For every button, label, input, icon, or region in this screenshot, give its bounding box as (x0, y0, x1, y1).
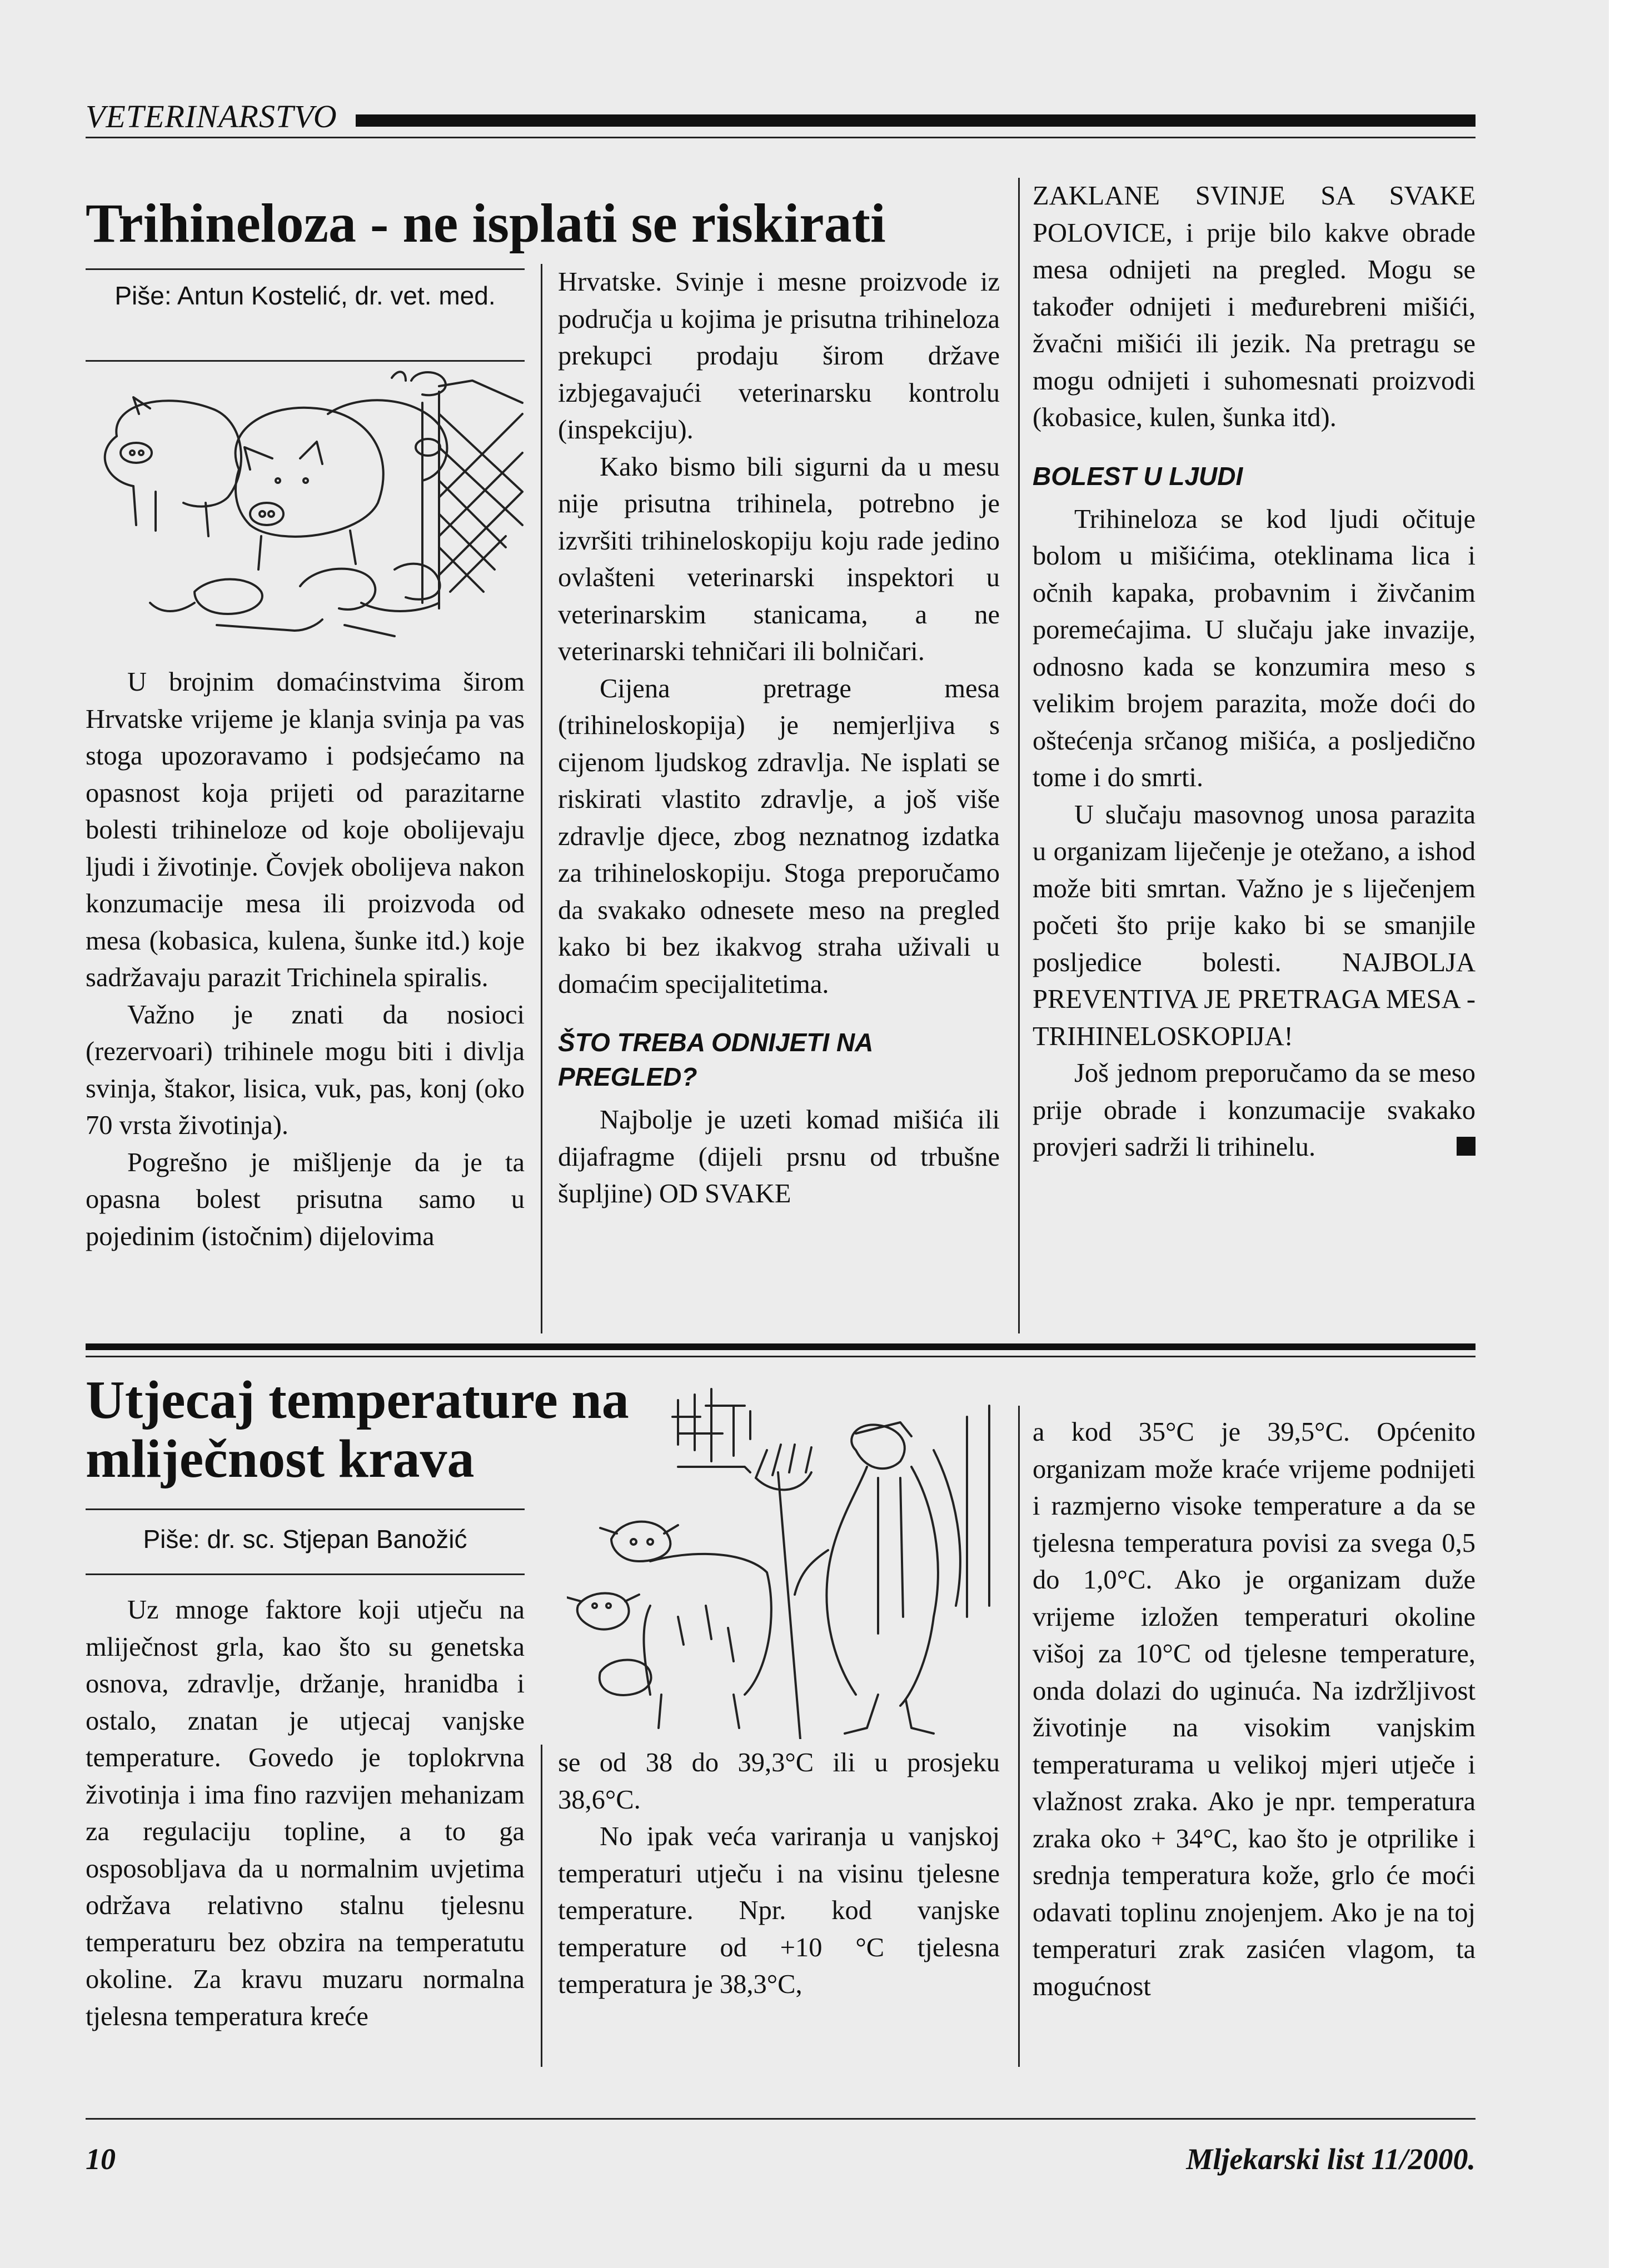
page-number: 10 (86, 2142, 116, 2176)
paragraph: No ipak veća variranja u vanjskoj temperaturi utječu i na visinu tjelesne temperature. Npr. kod vanjske temperature od +10 °C tjelesna temperatura je 38,3°C, (558, 1822, 1000, 1999)
paragraph-text: Još jednom preporučamo da se meso prije obrade i konzumacije svakako provjeri sadrži li trihinelu. (1033, 1058, 1476, 1162)
footer-rule (86, 2118, 1476, 2120)
header-rule (356, 114, 1476, 127)
byline-rule (86, 1508, 525, 1510)
paragraph: a kod 35°C je 39,5°C. Općenito organizam može kraće vrijeme podnijeti i razmjerno visoke temperature a da se tjelesna temperatura povisi za svega 0,5 do 1,0°C. Ako je organizam duže vrijeme izložen temperaturi okoline višoj za 10°C od tjelesne temperature, onda dolazi do uginuća. Na izdržljivost životinje na visokim vanjskim temperaturama u velikoj mjeri utječe i vlažnost zraka. Ako je npr. temperatura zraka oko + 34°C, kao što je otprilike i srednja temperatura kože, grlo će moći odavati toplinu znojenjem. Ako je na toj temperaturi zrak zasićen vlagom, ta mogućnost (1033, 1417, 1476, 2001)
byline-rule (86, 268, 525, 270)
paragraph (1033, 1055, 1476, 1166)
paragraph: ZAKLANE SVINJE SA SVAKE POLOVICE, i prije bilo kakve obrade mesa odnijeti na pregled. Mogu se također odnijeti i međurebreni mišići, žvačni mišići ili jezik. Na pretragu se mogu odnijeti i suhomesnati proizvodi (kobasice, kulen, šunka itd). (1033, 181, 1476, 432)
article-separator-thin (86, 1356, 1476, 1357)
subheading: ŠTO TREBA ODNIJETI NA PREGLED? (558, 1028, 873, 1091)
section-label: VETERINARSTVO (86, 98, 337, 134)
paragraph: Važno je znati da nosioci (rezervoari) trihinele mogu biti i divlja svinja, štakor, lisica, vuk, pas, konj (oko 70 vrsta životinja). (86, 1000, 525, 1140)
byline-rule (86, 1573, 525, 1575)
farmer-with-cows-illustration (567, 1383, 1006, 1739)
article2-column-3 (1033, 1414, 1476, 2005)
article1-title: Trihineloza - ne isplati se riskirati (86, 192, 886, 254)
paragraph: Uz mnoge faktore koji utječu na mliječnost grla, kao što su genetska osnova, zdravlje, držanje, hranidba i ostalo, znatan je utjecaj vanjske temperature. Govedo je toplokrvna životinja i ima fino razvijen mehanizam za regulaciju topline, a to ga osposobljava da u normalnim uvjetima održava relativno stalnu tjelesnu temperaturu bez obzira na temperatutu okoline. Za kravu muzaru normalna tjelesna temperatura kreće (86, 1595, 525, 2031)
column-divider (541, 264, 542, 1333)
paragraph: U brojnim domaćinstvima širom Hrvatske vrijeme je klanja svinja pa vas stoga upozoravamo i podsjećamo na opasnost koja prijeti od parazitarne bolesti trihineloze od koje obolijevaju ljudi i životinje. Čovjek obolijeva nakon konzumacije mesa ili proizvoda od mesa (kobasica, kulena, šunke itd.) koje sadržavaju parazit Trichinela spiralis. (86, 667, 525, 992)
end-of-article-mark (1457, 1137, 1476, 1156)
paragraph: Kako bismo bili sigurni da u mesu nije prisutna trihinela, potrebno je izvršiti trihineloskopiju koju rade jedino ovlašteni veterinarski inspektori u veterinarskim stanicama, a ne veterinarski tehničari ili bolničari. (558, 452, 1000, 666)
header-rule-thin (86, 137, 1476, 138)
article1-byline: Piše: Antun Kostelić, dr. vet. med. (114, 281, 496, 310)
article1-column-3 (1033, 178, 1476, 1166)
paragraph: Trihineloza se kod ljudi očituje bolom u mišićima, oteklinama lica i očnih kapaka, probavnim i živčanim poremećajima. U slučaju jake invazije, odnosno kada se konzumira meso s velikim brojem parazita, može doći do oštećenja srčanog mišića, a posljedično tome i do smrti. (1033, 504, 1476, 792)
subheading: BOLEST U LJUDI (1033, 461, 1243, 491)
paragraph: se od 38 do 39,3°C ili u prosjeku 38,6°C. (558, 1748, 1000, 1815)
article2-title: Utjecaj temperature na mliječnost krava (86, 1370, 629, 1489)
article2-column-1 (86, 1592, 525, 2035)
article1-column-2 (558, 264, 1000, 1213)
pigs-and-rats-illustration (83, 369, 528, 656)
column-divider (541, 1745, 542, 2067)
paragraph: Pogrešno je mišljenje da je ta opasna bolest prisutna samo u pojedinim (istočnim) dijelovima (86, 1147, 525, 1251)
article2-byline: Piše: dr. sc. Stjepan Banožić (143, 1525, 467, 1553)
article-separator (86, 1343, 1476, 1350)
paragraph: Cijena pretrage mesa (trihineloskopija) je nemjerljiva s cijenom ljudskog zdravlja. Ne isplati se riskirati vlastito zdravlje, a još više zdravlje djece, zbog neznatnog izdatka za trihineloskopiju. Stoga preporučamo da svakako odnesete meso na pregled kako bi bez ikakvog straha uživali u domaćim specijalitetima. (558, 673, 1000, 999)
paragraph: Najbolje je uzeti komad mišića ili dijafragme (dijeli prsnu od trbušne šupljine) OD SVAKE (558, 1105, 1000, 1208)
column-divider (1018, 178, 1020, 1333)
paragraph: Hrvatske. Svinje i mesne proizvode iz područja u kojima je prisutna trihineloza prekupci prodaju širom države izbjegavajući veterinarsku kontrolu (inspekciju). (558, 267, 1000, 444)
byline-rule (86, 360, 525, 362)
paragraph: U slučaju masovnog unosa parazita u organizam liječenje je otežano, a ishod može biti smrtan. Važno je s liječenjem početi što prije kako bi se smanjile posljedice bolesti. NAJBOLJA PREVENTIVA JE PRETRAGA MESA - TRIHINELOSKOPIJA! (1033, 800, 1476, 1051)
article1-column-1 (86, 664, 525, 1255)
article2-column-2 (558, 1745, 1000, 2004)
journal-issue: Mljekarski list 11/2000. (1186, 2142, 1476, 2176)
column-divider (1018, 1406, 1020, 2067)
scan-edge (1609, 0, 1625, 2268)
